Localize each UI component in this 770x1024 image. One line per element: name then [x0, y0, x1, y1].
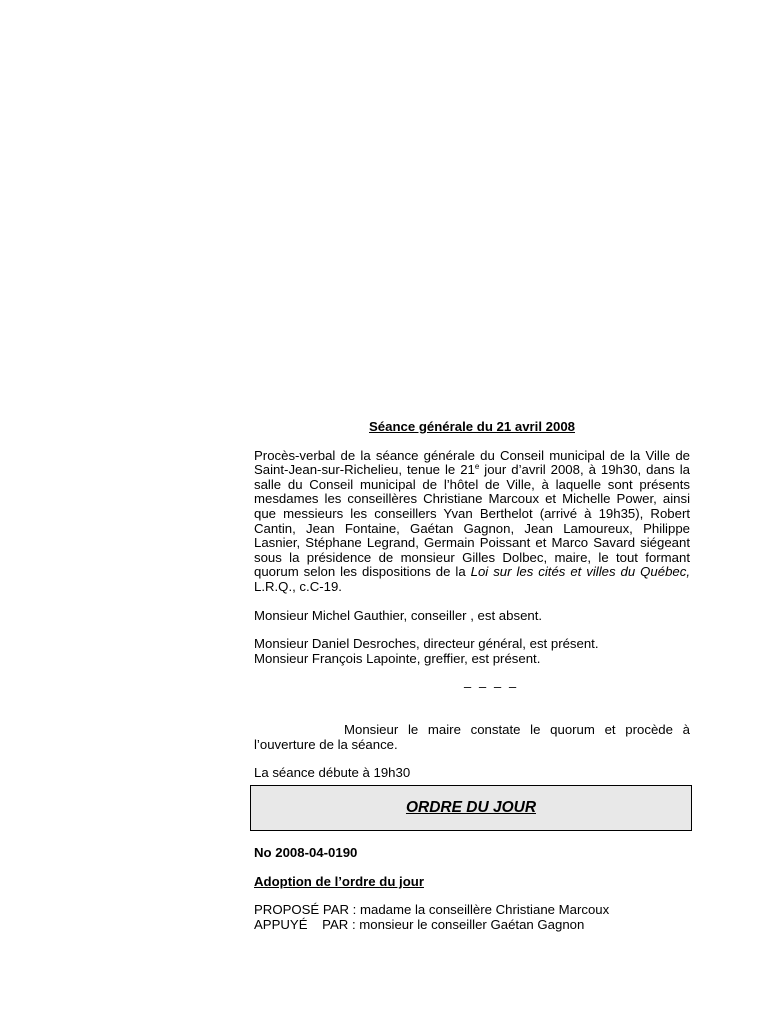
resolution-subject: Adoption de l’ordre du jour — [254, 873, 424, 889]
intro-law-title: Loi sur les cités et villes du Québec, — [470, 564, 691, 580]
intro-text-3: L.R.Q., c.C-19. — [254, 578, 342, 594]
seconded-by: APPUYÉ PAR : monsieur le conseiller Gaétan Gagnon — [254, 916, 585, 932]
quorum-rest: maire constate le quorum et procède à l’ouverture de la séance. — [254, 721, 690, 752]
intro-superscript: e — [474, 462, 480, 472]
intro-paragraph — [254, 449, 690, 595]
quorum-paragraph — [254, 723, 690, 752]
proposed-by: PROPOSÉ PAR : madame la conseillère Christiane Marcoux — [254, 902, 610, 918]
agenda-header-box — [250, 785, 692, 831]
intro-text-2: jour d’avril 2008, à 19h30, dans la salle du Conseil municipal de l’hôtel de Ville, à laquelle sont présents mesdames les conseillères Christiane Marcoux et Michelle Power, ainsi que messieurs les conseillers Yvan Berthelot (arrivé à 19h35), Robert Cantin, Jean Fontaine, Gaétan Gagnon, Jean Lamoureux, Philippe Lasnier, Stéphane Legrand, Germain Poissant et Marco Savard siégeant sous la présidence de monsieur Gilles Dolbec, maire, le tout formant quorum selon les dispositions de la — [254, 462, 690, 580]
present-greffier-statement: Monsieur François Lapointe, greffier, est présent. — [254, 650, 541, 666]
quorum-lead: Monsieur le — [344, 721, 419, 737]
separator: – – – – — [463, 679, 519, 695]
page-title: Séance générale du 21 avril 2008 — [369, 419, 575, 434]
intro-text-1: Procès-verbal de la séance générale du Conseil municipal de la Ville de Saint-Jean-sur-Richelieu, tenue le 21 — [254, 447, 690, 478]
agenda-title: ORDRE DU JOUR — [405, 798, 537, 816]
minutes-section — [254, 420, 690, 795]
resolution-section — [254, 846, 690, 932]
present-dg-statement: Monsieur Daniel Desroches, directeur général, est présent. — [254, 636, 599, 652]
absent-statement: Monsieur Michel Gauthier, conseiller , est absent. — [254, 607, 543, 623]
start-statement: La séance débute à 19h30 — [254, 765, 411, 781]
resolution-number: No 2008-04-0190 — [254, 845, 358, 860]
